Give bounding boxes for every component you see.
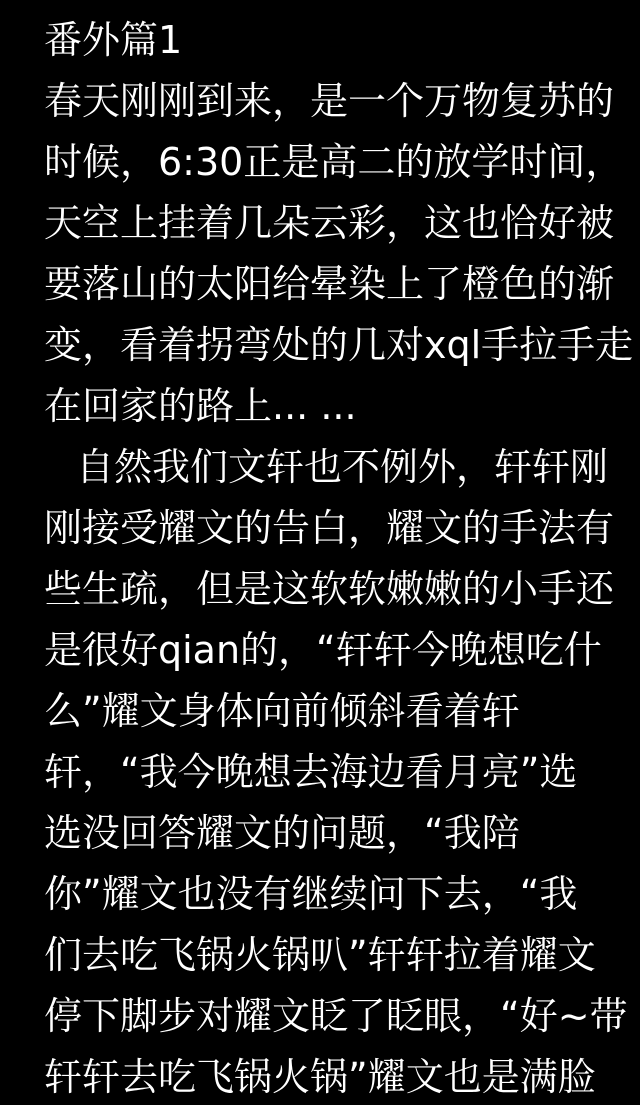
text-line: 些生疏，但是这软软嫩嫩的小手还 bbox=[44, 567, 615, 611]
text-line: 你”耀文也没有继续问下去，“我 bbox=[44, 872, 578, 916]
text-line: 时候，6:30正是高二的放学时间， bbox=[44, 140, 624, 184]
text-line: 在回家的路上... ... bbox=[44, 384, 357, 428]
text-line: 轩，“我今晚想去海边看月亮”选 bbox=[44, 750, 578, 794]
story-title: 番外篇1 bbox=[44, 18, 183, 62]
story-body bbox=[44, 71, 634, 1105]
text-line: 选没回答耀文的问题，“我陪 bbox=[44, 811, 520, 855]
text-line: 春天刚刚到来，是一个万物复苏的 bbox=[44, 79, 615, 123]
text-line: 是很好qian的，“轩轩今晚想吃什 bbox=[44, 628, 602, 672]
text-line: 们去吃飞锅火锅叭”轩轩拉着耀文 bbox=[44, 933, 596, 977]
text-line: 要落山的太阳给晕染上了橙色的渐 bbox=[44, 262, 615, 306]
text-line: 天空上挂着几朵云彩，这也恰好被 bbox=[44, 201, 615, 245]
text-line: 轩轩去吃飞锅火锅”耀文也是满脸 bbox=[44, 1055, 596, 1099]
text-line: 变，看着拐弯处的几对xql手拉手走 bbox=[44, 323, 634, 367]
text-line: 停下脚步对耀文眨了眨眼，“好~带 bbox=[44, 994, 628, 1038]
text-line: 刚接受耀文的告白，耀文的手法有 bbox=[44, 506, 615, 550]
text-line: 么”耀文身体向前倾斜看着轩 bbox=[44, 689, 520, 733]
text-line: 自然我们文轩也不例外，轩轩刚 bbox=[76, 445, 609, 489]
